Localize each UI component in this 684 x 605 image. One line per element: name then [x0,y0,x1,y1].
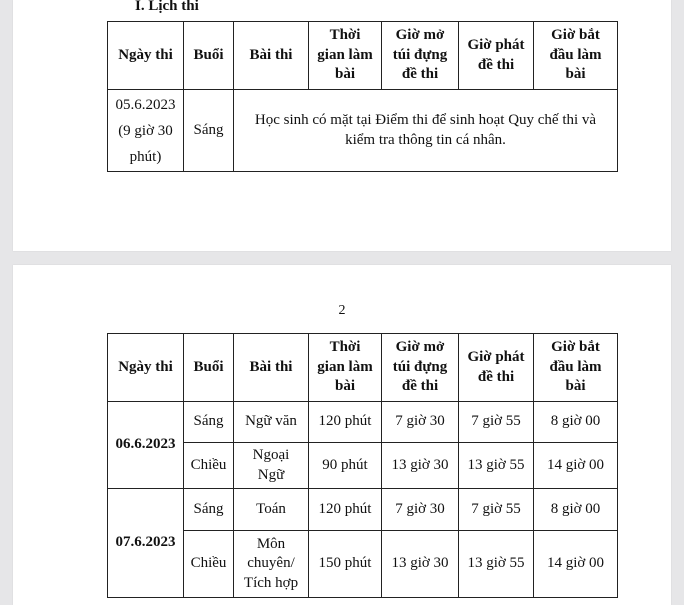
note-cell: Học sinh có mặt tại Điểm thi để sinh hoạt Quy chế thi và kiểm tra thông tin cá nhân. [234,90,618,172]
table-row [108,443,618,489]
subject-cell: Ngoại Ngữ [234,443,309,489]
header-buoi: Buổi [184,334,234,402]
exam-schedule-table-2 [107,333,618,598]
header-bai-thi: Bài thi [234,22,309,90]
start-time-cell: 8 giờ 00 [534,402,618,443]
start-time-cell: 14 giờ 00 [534,443,618,489]
start-time-cell: 14 giờ 00 [534,531,618,598]
exam-schedule-table-1 [107,21,618,172]
header-thoi-gian: Thời gian làm bài [309,334,382,402]
header-buoi: Buổi [184,22,234,90]
table-row [108,402,618,443]
header-gio-phat: Giờ phát đề thi [459,22,534,90]
duration-cell: 120 phút [309,489,382,531]
subject-cell: Môn chuyên/ Tích hợp [234,531,309,598]
header-ngay-thi: Ngày thi [108,22,184,90]
table-row [108,489,618,531]
header-bai-thi: Bài thi [234,334,309,402]
distribute-time-cell: 13 giờ 55 [459,443,534,489]
session-cell: Sáng [184,402,234,443]
open-time-cell: 13 giờ 30 [382,443,459,489]
duration-cell: 150 phút [309,531,382,598]
header-gio-bat-dau: Giờ bắt đầu làm bài [534,22,618,90]
subject-cell: Toán [234,489,309,531]
header-row [108,22,618,90]
date-cell: 05.6.2023 (9 giờ 30 phút) [108,90,184,172]
session-cell: Chiều [184,531,234,598]
duration-cell: 120 phút [309,402,382,443]
open-time-cell: 7 giờ 30 [382,489,459,531]
header-gio-mo: Giờ mở túi đựng đề thi [382,334,459,402]
section-title: I. Lịch thi [135,0,199,14]
header-gio-phat: Giờ phát đề thi [459,334,534,402]
header-gio-bat-dau: Giờ bắt đầu làm bài [534,334,618,402]
open-time-cell: 13 giờ 30 [382,531,459,598]
header-gio-mo: Giờ mở túi đựng đề thi [382,22,459,90]
distribute-time-cell: 7 giờ 55 [459,402,534,443]
distribute-time-cell: 7 giờ 55 [459,489,534,531]
page-number: 2 [338,303,346,318]
distribute-time-cell: 13 giờ 55 [459,531,534,598]
header-row [108,334,618,402]
session-cell: Sáng [184,90,234,172]
date-cell: 06.6.2023 [108,402,184,489]
session-cell: Sáng [184,489,234,531]
header-thoi-gian: Thời gian làm bài [309,22,382,90]
date-cell: 07.6.2023 [108,489,184,598]
table-row [108,90,618,172]
session-cell: Chiều [184,443,234,489]
table-row [108,531,618,598]
start-time-cell: 8 giờ 00 [534,489,618,531]
duration-cell: 90 phút [309,443,382,489]
open-time-cell: 7 giờ 30 [382,402,459,443]
subject-cell: Ngữ văn [234,402,309,443]
header-ngay-thi: Ngày thi [108,334,184,402]
